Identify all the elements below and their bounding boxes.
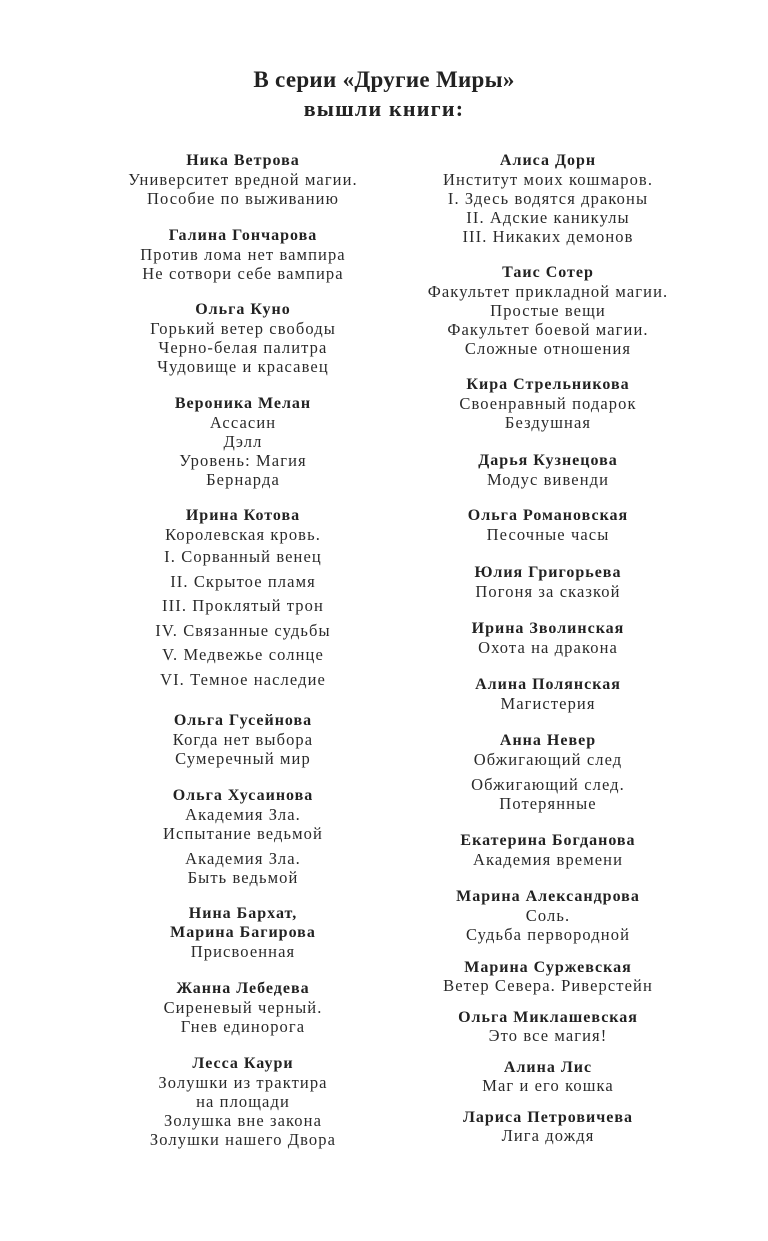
book-entry <box>78 711 408 768</box>
author-name: Екатерина Богданова <box>460 832 636 849</box>
book-entry <box>383 1108 713 1144</box>
book-title: Бернарда <box>206 470 280 489</box>
author-name: Галина Гончарова <box>168 227 318 244</box>
book-title: Королевская кровь. <box>165 525 321 544</box>
book-title: II. Скрытое пламя <box>170 571 316 591</box>
book-title: Обжигающий след <box>473 750 623 769</box>
book-entry <box>383 958 713 994</box>
author-name: Анна Невер <box>499 732 597 749</box>
book-entry <box>78 394 408 489</box>
book-title: Университет вредной магии. <box>128 170 358 189</box>
book-title: Черно-белая палитра <box>158 338 328 357</box>
book-title: Бездушная <box>504 413 592 432</box>
book-entry <box>78 786 408 887</box>
book-title: Институт моих кошмаров. <box>442 170 654 189</box>
book-entry <box>383 451 713 489</box>
book-title: Академия времени <box>472 850 624 869</box>
book-title: Сложные отношения <box>464 339 632 358</box>
book-title: Сумеречный мир <box>175 749 311 768</box>
book-entry <box>78 904 408 961</box>
book-title: I. Сорванный венец <box>164 547 322 566</box>
book-title: Своенравный подарок <box>459 394 637 413</box>
book-entry <box>78 1054 408 1149</box>
book-title: Это все магия! <box>488 1026 608 1045</box>
author-name: Жанна Лебедева <box>176 980 310 997</box>
author-name: Ольга Миклашевская <box>458 1009 638 1026</box>
book-title: Не сотвори себе вампира <box>142 264 344 283</box>
author-name: Ника Ветрова <box>186 152 300 169</box>
author-name: Лесса Каури <box>192 1055 294 1072</box>
book-entry <box>78 151 408 208</box>
book-title: Пособие по выживанию <box>146 189 340 208</box>
author-name: Ольга Гусейнова <box>173 712 313 729</box>
book-title: Факультет боевой магии. <box>447 320 649 339</box>
book-entry <box>383 675 713 713</box>
book-entry <box>383 506 713 544</box>
book-entry <box>78 300 408 376</box>
author-name: Нина Бархат, Марина Багирова <box>170 905 316 941</box>
book-title: Сиреневый черный. <box>163 998 323 1017</box>
book-title: Гнев единорога <box>180 1017 306 1036</box>
author-name: Марина Александрова <box>456 888 640 905</box>
book-title: на площади <box>196 1092 290 1111</box>
book-title: Присвоенная <box>190 942 296 961</box>
book-title: Академия Зла. <box>185 805 301 824</box>
book-entry <box>78 506 408 692</box>
book-title: Соль. <box>525 906 571 925</box>
book-title: Дэлл <box>223 432 263 451</box>
book-title: I. Здесь водятся драконы <box>447 189 649 208</box>
book-title: Академия Зла. <box>185 849 301 868</box>
book-entry <box>383 1058 713 1094</box>
book-title: Факультет прикладной магии. <box>427 282 669 301</box>
book-title: III. Проклятый трон <box>162 596 324 615</box>
author-name: Марина Суржевская <box>464 959 632 976</box>
author-name: Ирина Котова <box>185 507 301 524</box>
author-name: Алина Лис <box>503 1059 593 1076</box>
book-title: II. Адские каникулы <box>466 208 630 227</box>
book-title: V. Медвежье солнце <box>162 645 324 664</box>
book-title: Когда нет выбора <box>172 730 314 749</box>
author-name: Ольга Романовская <box>467 507 629 524</box>
book-entry <box>383 731 713 813</box>
book-entry <box>383 375 713 432</box>
book-title: Погоня за сказкой <box>475 582 621 601</box>
book-title: Простые вещи <box>490 301 606 320</box>
book-entry <box>383 831 713 869</box>
book-title: III. Никаких демонов <box>462 227 634 246</box>
book-title: Золушки из трактира <box>158 1073 328 1092</box>
series-heading: В серии «Другие Миры» <box>253 67 515 92</box>
book-title: Против лома нет вампира <box>140 245 346 264</box>
book-entry <box>383 151 713 246</box>
book-title: IV. Связанные судьбы <box>155 620 331 640</box>
book-title: Потерянные <box>499 794 597 813</box>
author-name: Ольга Куно <box>195 301 291 318</box>
book-title: Испытание ведьмой <box>163 824 323 843</box>
author-name: Вероника Мелан <box>174 395 312 412</box>
book-title: Магистерия <box>500 694 596 713</box>
book-entry <box>383 619 713 657</box>
book-title: Судьба первородной <box>465 925 631 944</box>
author-name: Алина Полянская <box>475 676 621 693</box>
book-title: Чудовище и красавец <box>157 357 329 376</box>
book-title: Золушка вне закона <box>164 1111 322 1130</box>
author-name: Таис Сотер <box>502 264 594 281</box>
author-name: Лариса Петровичева <box>462 1109 634 1126</box>
book-title: Уровень: Магия <box>179 451 307 470</box>
series-subheading: вышли книги: <box>303 96 465 121</box>
book-title: Модус вивенди <box>486 470 610 489</box>
author-name: Ирина Зволинская <box>471 620 625 637</box>
book-title: Лига дождя <box>501 1126 595 1145</box>
author-name: Дарья Кузнецова <box>478 452 618 469</box>
book-title: Песочные часы <box>486 525 610 544</box>
book-entry <box>383 887 713 944</box>
book-entry <box>383 563 713 601</box>
book-entry <box>78 226 408 283</box>
book-entry <box>383 1008 713 1044</box>
book-title: Быть ведьмой <box>187 868 299 887</box>
book-title: VI. Темное наследие <box>160 669 326 689</box>
book-entry <box>383 263 713 358</box>
author-name: Алиса Дорн <box>499 152 597 169</box>
book-title: Горький ветер свободы <box>150 319 336 338</box>
book-title: Охота на дракона <box>478 638 618 657</box>
book-title: Маг и его кошка <box>482 1076 614 1095</box>
author-name: Кира Стрельникова <box>466 376 630 393</box>
author-name: Ольга Хусаинова <box>172 787 314 804</box>
book-title: Ассасин <box>209 413 277 432</box>
book-entry <box>78 979 408 1036</box>
book-title: Золушки нашего Двора <box>149 1130 337 1149</box>
author-name: Юлия Григорьева <box>474 564 622 581</box>
book-title: Обжигающий след. <box>471 775 625 794</box>
book-title: Ветер Севера. Риверстейн <box>443 976 653 995</box>
